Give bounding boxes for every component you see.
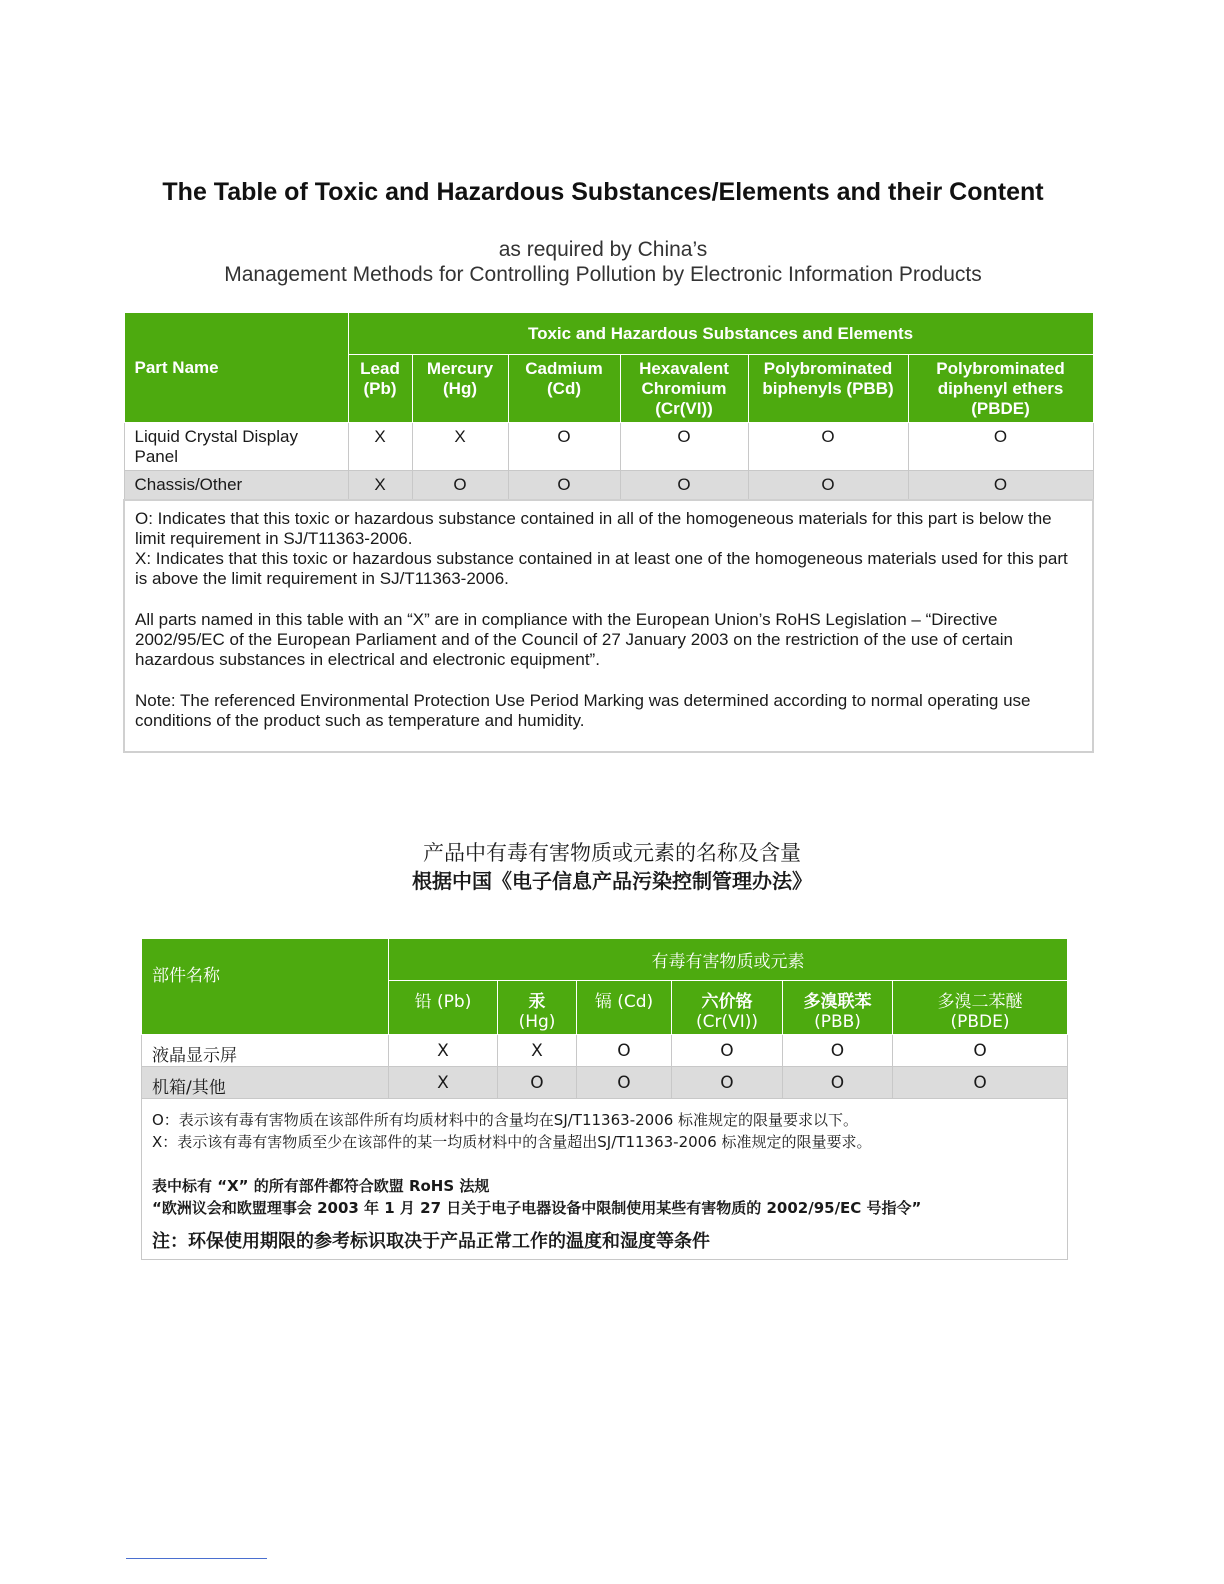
rohs-note: All parts named in this table with an “X” are in compliance with the European Union’s RoHS Legislation – “Directive 2002/95/EC of the European Parliament and of the Council of 27 January 2003 on the restriction of the use of certain hazardous substances in electrical and electronic equipment”. bbox=[135, 609, 1013, 669]
row-value: O bbox=[908, 423, 1093, 471]
period-note: Note: The referenced Environmental Protection Use Period Marking was determined according to normal operating use conditions of the product such as temperature and humidity. bbox=[135, 690, 1031, 730]
cn-column-symbol: (Cr(VI)) bbox=[695, 1012, 759, 1032]
footer-divider bbox=[126, 1558, 267, 1559]
row-value: O bbox=[672, 1035, 783, 1067]
cn-column-header-pbb bbox=[783, 981, 893, 1035]
cn-x-note: X：表示该有毒有害物质至少在该部件的某一均质材料中的含量超出SJ/T11363-2006 标准规定的限量要求。 bbox=[152, 1133, 872, 1151]
column-header-cadmium: Cadmium (Cd) bbox=[508, 355, 620, 423]
table-row bbox=[142, 1067, 1068, 1099]
english-substance-table bbox=[123, 312, 1094, 753]
row-value: O bbox=[620, 471, 748, 500]
cn-column-header-mercury bbox=[498, 981, 577, 1035]
cn-period-note: 注：环保使用期限的参考标识取决于产品正常工作的温度和湿度等条件 bbox=[152, 1231, 710, 1252]
cn-column-name: 多溴二苯醚 bbox=[937, 992, 1023, 1012]
cn-column-header-pbde bbox=[893, 981, 1068, 1035]
row-value: O bbox=[748, 423, 908, 471]
english-notes bbox=[124, 500, 1093, 752]
cn-row-part-name: 机箱/其他 bbox=[142, 1067, 389, 1099]
table-row bbox=[124, 471, 1093, 500]
row-value: O bbox=[748, 471, 908, 500]
cn-column-symbol: (PBB) bbox=[814, 1012, 861, 1032]
row-value: O bbox=[672, 1067, 783, 1099]
row-value: O bbox=[908, 471, 1093, 500]
cn-column-name: 六价铬 bbox=[701, 992, 753, 1012]
row-value: O bbox=[412, 471, 508, 500]
row-value: X bbox=[412, 423, 508, 471]
row-value: O bbox=[508, 471, 620, 500]
table-row bbox=[142, 1035, 1068, 1067]
o-note: O: Indicates that this toxic or hazardous substance contained in all of the homogeneous materials for this part is below the limit requirement in SJ/T11363-2006. bbox=[135, 508, 1052, 548]
cn-column-symbol: (Hg) bbox=[518, 1012, 556, 1032]
cn-column-header-chromium bbox=[672, 981, 783, 1035]
column-header-chromium: Hexavalent Chromium (Cr(VI)) bbox=[620, 355, 748, 423]
cn-column-symbol: (Pb) bbox=[437, 992, 472, 1012]
row-value: O bbox=[620, 423, 748, 471]
row-value: X bbox=[389, 1035, 498, 1067]
cn-column-symbol: (PBDE) bbox=[950, 1012, 1010, 1032]
english-title: The Table of Toxic and Hazardous Substances/Elements and their Content bbox=[162, 178, 1044, 206]
cn-column-symbol: (Cd) bbox=[617, 992, 654, 1012]
column-header-lead: Lead (Pb) bbox=[348, 355, 412, 423]
substances-group-header: Toxic and Hazardous Substances and Elements bbox=[348, 313, 1093, 355]
row-value: X bbox=[498, 1035, 577, 1067]
row-value: O bbox=[783, 1035, 893, 1067]
chinese-title: 产品中有毒有害物质或元素的名称及含量 bbox=[423, 841, 801, 865]
cn-rohs-line2: “欧洲议会和欧盟理事会 2003 年 1 月 27 日关于电子电器设备中限制使用某些有害物质的 2002/95/EC 号指令” bbox=[152, 1199, 922, 1217]
column-header-pbb: Polybrominated biphenyls (PBB) bbox=[748, 355, 908, 423]
part-name-header: Part Name bbox=[124, 313, 348, 423]
cn-column-name: 多溴联苯 bbox=[803, 992, 872, 1012]
english-subtitle-line2: Management Methods for Controlling Pollution by Electronic Information Products bbox=[224, 263, 982, 286]
chinese-substance-table bbox=[141, 938, 1068, 1260]
row-value: O bbox=[893, 1035, 1068, 1067]
cn-column-name: 汞 bbox=[528, 992, 546, 1012]
cn-rohs-line1: 表中标有 “X” 的所有部件都符合欧盟 RoHS 法规 bbox=[152, 1177, 490, 1195]
cn-column-header-lead bbox=[389, 981, 498, 1035]
row-value: X bbox=[348, 471, 412, 500]
row-value: O bbox=[508, 423, 620, 471]
cn-column-name: 镉 bbox=[594, 992, 612, 1012]
row-value: O bbox=[893, 1067, 1068, 1099]
row-value: X bbox=[348, 423, 412, 471]
cn-column-name: 铅 bbox=[414, 992, 432, 1012]
row-part-name: Chassis/Other bbox=[124, 471, 348, 500]
cn-substances-group-header: 有毒有害物质或元素 bbox=[389, 939, 1068, 981]
row-part-name: Liquid Crystal Display Panel bbox=[124, 423, 348, 471]
cn-o-note: O：表示该有毒有害物质在该部件所有均质材料中的含量均在SJ/T11363-2006 标准规定的限量要求以下。 bbox=[152, 1111, 859, 1129]
row-value: O bbox=[783, 1067, 893, 1099]
row-value: X bbox=[389, 1067, 498, 1099]
english-subtitle-line1: as required by China’s bbox=[498, 238, 708, 261]
row-value: O bbox=[577, 1035, 672, 1067]
chinese-notes bbox=[142, 1099, 1068, 1260]
row-value: O bbox=[577, 1067, 672, 1099]
x-note: X: Indicates that this toxic or hazardous substance contained in at least one of the homogeneous materials used for this part is above the limit requirement in SJ/T11363-2006. bbox=[135, 548, 1068, 588]
column-header-mercury: Mercury (Hg) bbox=[412, 355, 508, 423]
cn-part-name-header: 部件名称 bbox=[142, 939, 389, 1035]
cn-column-header-cadmium bbox=[577, 981, 672, 1035]
table-row bbox=[124, 423, 1093, 471]
cn-row-part-name: 液晶显示屏 bbox=[142, 1035, 389, 1067]
chinese-subtitle: 根据中国《电子信息产品污染控制管理办法》 bbox=[412, 869, 812, 893]
row-value: O bbox=[498, 1067, 577, 1099]
column-header-pbde: Polybrominated diphenyl ethers (PBDE) bbox=[908, 355, 1093, 423]
